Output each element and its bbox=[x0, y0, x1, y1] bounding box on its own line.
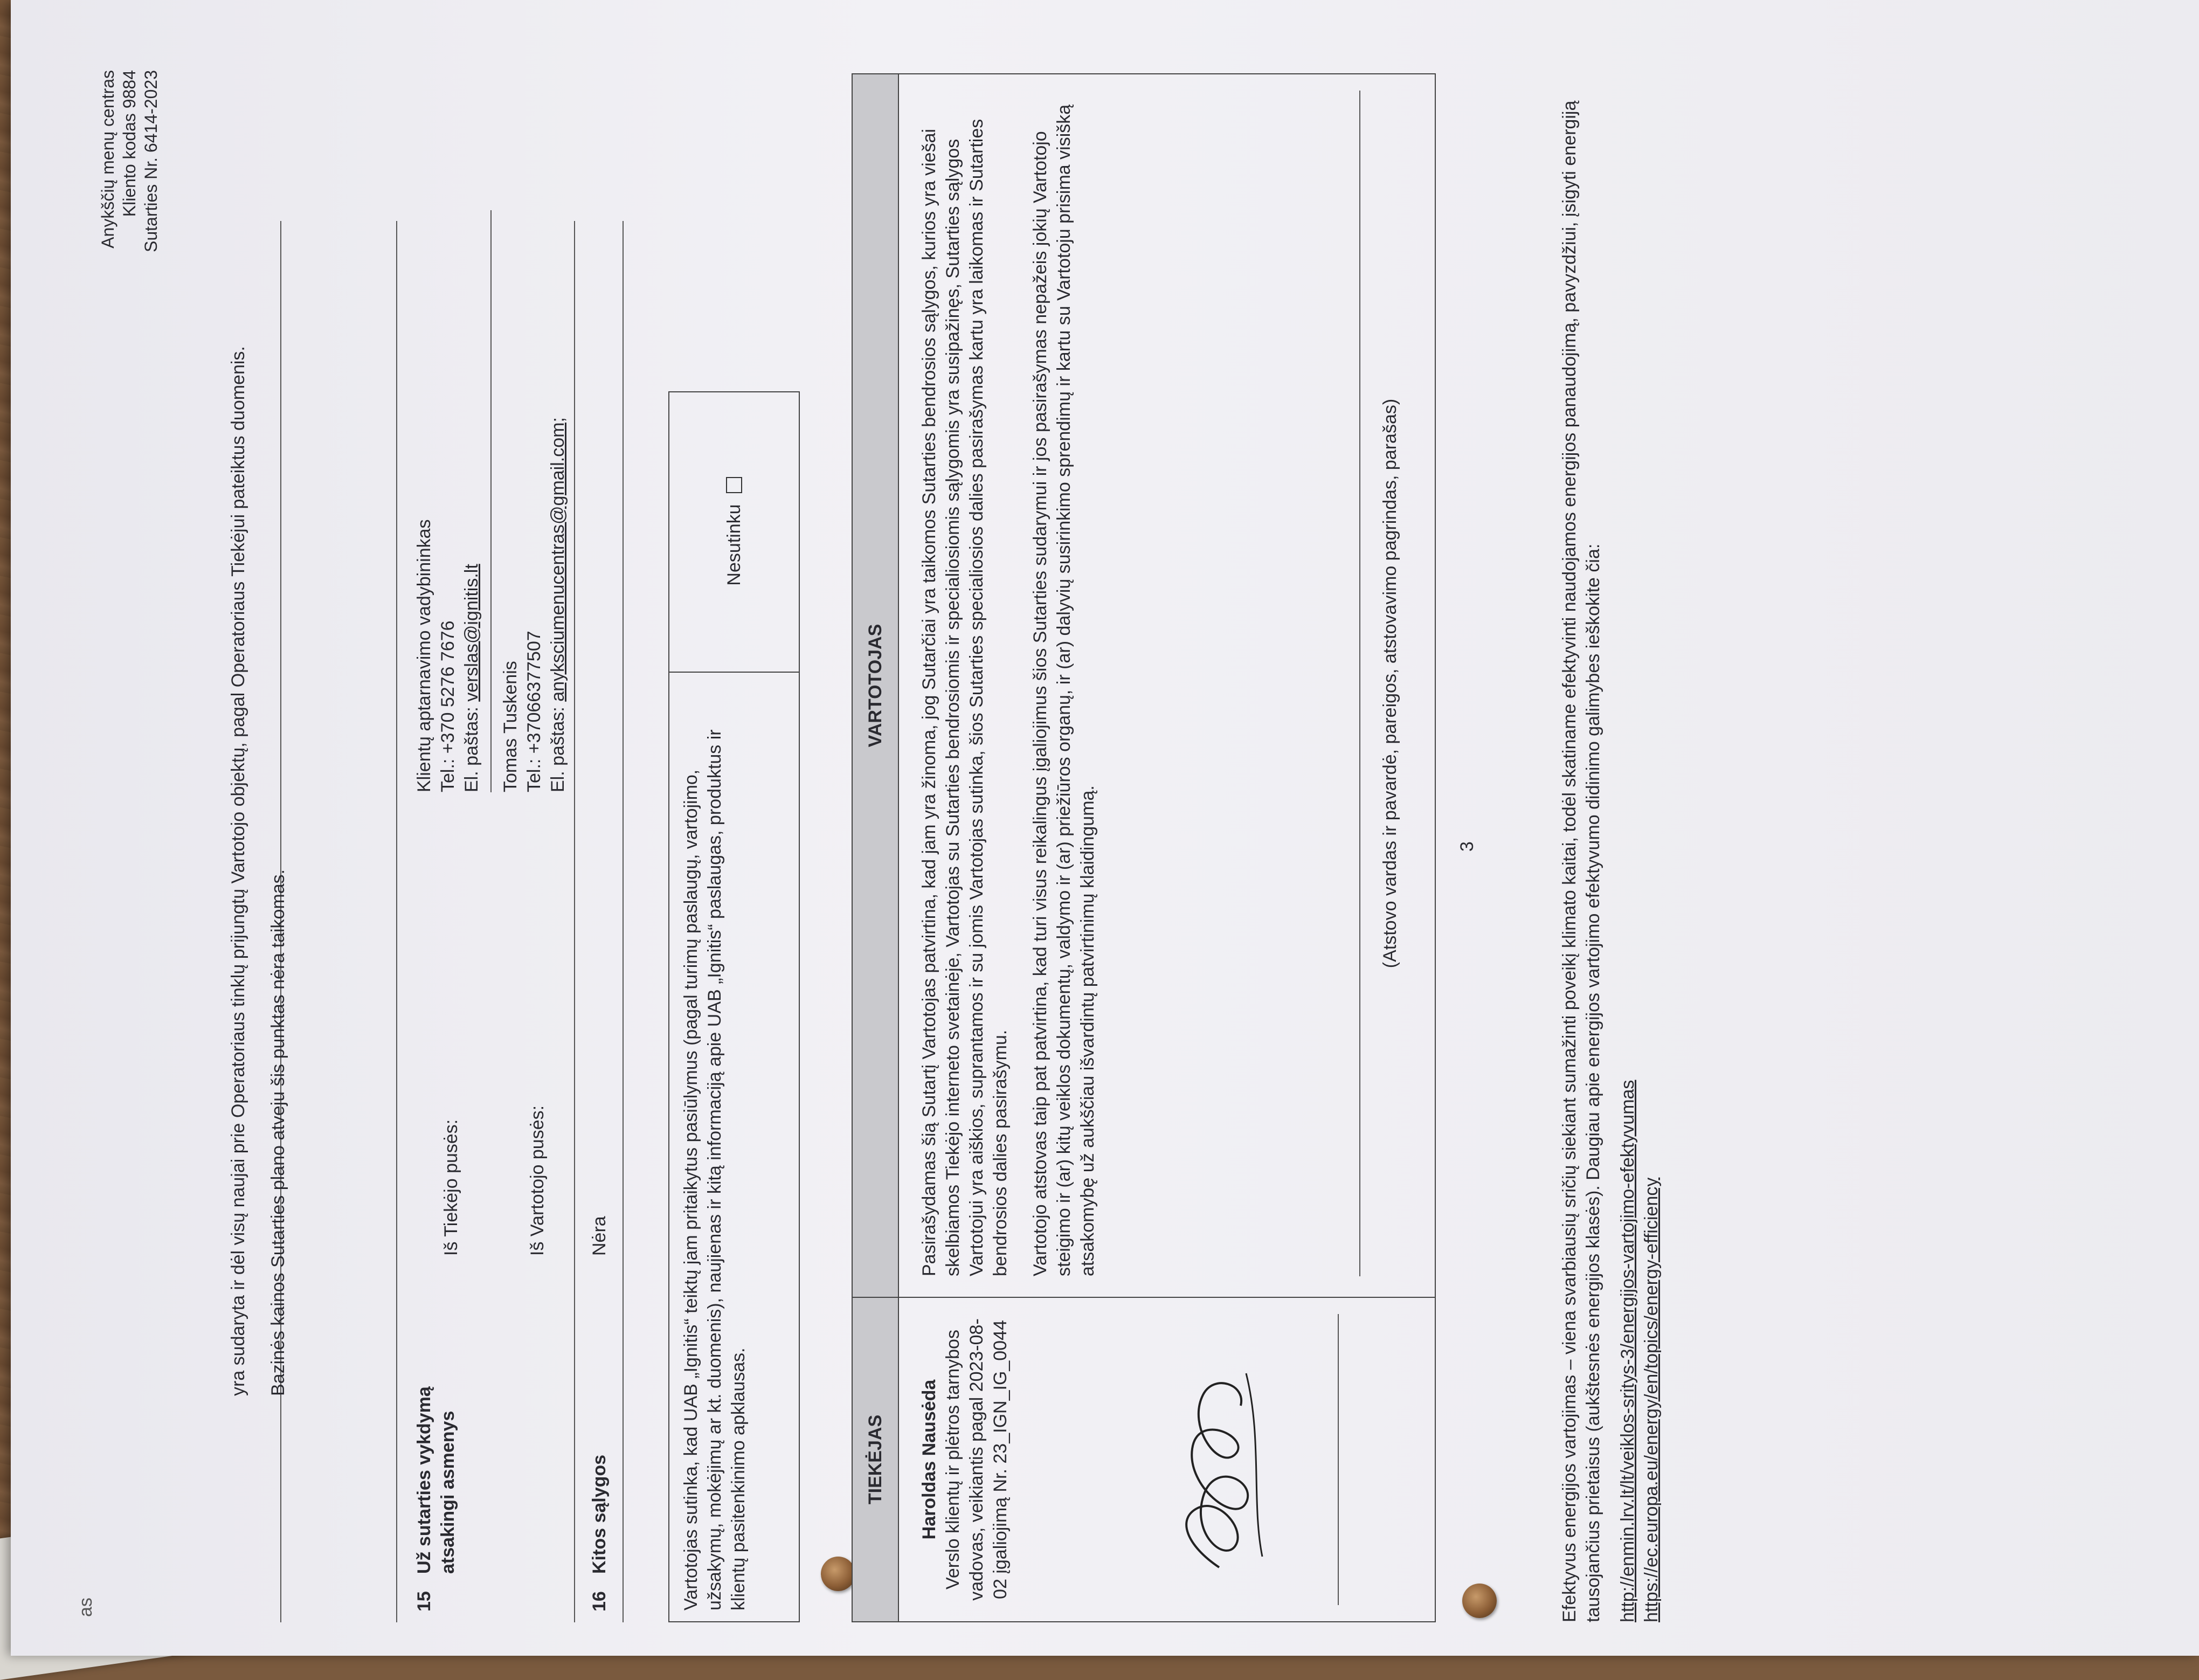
section-16-label: Kitos sąlygos bbox=[589, 1454, 610, 1574]
underlying-sheet-text: as bbox=[75, 1598, 96, 1617]
supplier-column-header: TIEKĖJAS bbox=[853, 1298, 899, 1621]
footer bbox=[1558, 59, 1663, 1622]
contract-number: Sutarties Nr. 6414-2023 bbox=[141, 70, 161, 252]
consumer-statement-paragraph-2: Vartotojo atstovas taip pat patvirtina, kad turi visus reikalingus įgaliojimus šios Sutarties sudarymui ir jos pasirašymas nepažeis jokių Vartotojo steigimo ir (ar) kitų veiklos dokumentų, valdymo ir (ar) priežiūros organų, ir (ar) dalyvių susirinkimo sprendimų ir kartu su Vartotoju prisima visišką atsakomybę už aukščiau išvardintų patvirtinimų klaidingumą. bbox=[1030, 104, 1098, 1276]
decline-option[interactable] bbox=[669, 391, 799, 673]
intro-paragraph-2: Bazinės kainos Sutarties plano atveju šis punktas nėra taikomas. bbox=[268, 869, 288, 1396]
section-16-value: Nėra bbox=[589, 1216, 610, 1256]
section-15-number: 15 bbox=[414, 1591, 434, 1612]
consent-box bbox=[668, 391, 800, 1622]
supplier-side-label: Iš Tiekėjo pusės: bbox=[441, 1119, 461, 1256]
consumer-email-link[interactable]: anyksciumenucentras@gmail.com; bbox=[548, 417, 568, 702]
footer-text: Efektyvus energijos vartojimas – viena svarbiausių sričių siekiant sumažinti poveikį klimato kaitai, todėl skatiname efektyvinti naudojamos energijos panaudojimą, pavyzdžiui, įsigyti energiją tausojančius prietaisus (aukštesnės energijos klasės). Daugiau apie energijos vartojimo efektyvumo didinimo galimybes ieškokite čia: bbox=[1559, 100, 1603, 1622]
column-divider bbox=[853, 1297, 1435, 1298]
consumer-contact-name: Tomas Tuskenis bbox=[500, 661, 521, 792]
divider bbox=[623, 221, 624, 1622]
section-16-number: 16 bbox=[589, 1591, 610, 1612]
supplier-signatory bbox=[917, 1314, 1012, 1605]
client-code: Kliento kodas 9884 bbox=[120, 70, 139, 217]
consumer-signature-line bbox=[1359, 91, 1360, 1276]
divider bbox=[574, 221, 575, 1622]
supplier-contact-phone: Tel.: +370 5276 7676 bbox=[438, 620, 458, 792]
email-prefix: El. paštas: bbox=[461, 701, 482, 792]
consumer-statement bbox=[917, 91, 1100, 1276]
link-enmin[interactable]: http://enmin.lrv.lt/lt/veiklos-sritys-3/energijos-vartojimo-efektyvumas bbox=[1617, 1080, 1638, 1622]
consumer-contact-phone: Tel.: +37066377507 bbox=[524, 631, 544, 792]
supplier-email-link[interactable]: verslas@ignitis.lt bbox=[461, 564, 482, 702]
handwritten-signature bbox=[1154, 1352, 1295, 1578]
consumer-statement-paragraph-1: Pasirašydamas šią Sutartį Vartotojas patvirtina, kad jam yra žinoma, jog Sutarčiai yra taikomos Sutarties bendrosios sąlygos, kurios yra viešai skelbiamos Tiekėjo interneto svetainėje, Vartotojas su Sutarties bendrosiomis ir specialiosiomis sąlygomis yra susipažinęs, Sutarties sąlygos Vartotojui yra aiškios, suprantamos ir su jomis Vartotojas sutinka, šios Sutarties specialiosios dalies pasirašymas kartu yra laikomas ir Sutarties bendrosios dalies pasirašymu. bbox=[919, 119, 1011, 1276]
decline-checkbox[interactable] bbox=[726, 477, 742, 493]
supplier-contact-email-line bbox=[460, 307, 483, 792]
document-header bbox=[97, 70, 162, 252]
decline-label: Nesutinku bbox=[724, 504, 744, 586]
supplier-contact-name: Klientų aptarnavimo vadybininkas bbox=[414, 519, 434, 792]
signature-caption: (Atstovo vardas ir pavardė, pareigos, atstovavimo pagrindas, parašas) bbox=[1380, 398, 1400, 969]
divider bbox=[490, 210, 492, 792]
divider bbox=[396, 221, 397, 1622]
supplier-contact bbox=[412, 307, 483, 792]
consumer-contact bbox=[499, 253, 570, 792]
email-prefix: El. paštas: bbox=[548, 701, 568, 792]
consent-text: Vartotojas sutinka, kad UAB „Ignitis“ teiktų jam pritaikytus pasiūlymus (pagal turimų paslaugų, vartojimo, užsakymų, mokėjimų ar kt. duomenis), naujienas ir kitą informaciją apie UAB „Ignitis“ paslaugas, produktus ir klientų pasitenkinimo apklausas. bbox=[681, 729, 749, 1610]
signature-table bbox=[852, 73, 1436, 1622]
intro-text bbox=[226, 210, 306, 1396]
page-number: 3 bbox=[1457, 841, 1477, 852]
section-15-label: Už sutarties vykdymą atsakingi asmenys bbox=[414, 1386, 458, 1574]
consumer-contact-email-line bbox=[546, 253, 570, 792]
consumer-side-label: Iš Vartotojo pusės: bbox=[527, 1105, 548, 1256]
supplier-signatory-name: Haroldas Nausėda bbox=[919, 1379, 939, 1540]
supplier-signature-line bbox=[1338, 1314, 1339, 1605]
intro-paragraph-1: yra sudaryta ir dėl visų naujai prie Operatoriaus tinklų prijungtų Vartotojo objektų, pagal Operatoriaus Tiekėjui pateiktus duomenis. bbox=[228, 346, 248, 1396]
document-content bbox=[65, 49, 1682, 1622]
client-name: Anykščių menų centras bbox=[98, 70, 117, 248]
supplier-signatory-title: Verslo klientų ir plėtros tarnybos vadovas, veikiantis pagal 2023-08-02 įgaliojimą Nr. 23_IGN_IG_0044 bbox=[943, 1318, 1011, 1601]
consumer-column-header: VARTOTOJAS bbox=[853, 74, 899, 1297]
link-ec-europa[interactable]: https://ec.europa.eu/energy/en/topics/energy-efficiency bbox=[1641, 1177, 1662, 1622]
